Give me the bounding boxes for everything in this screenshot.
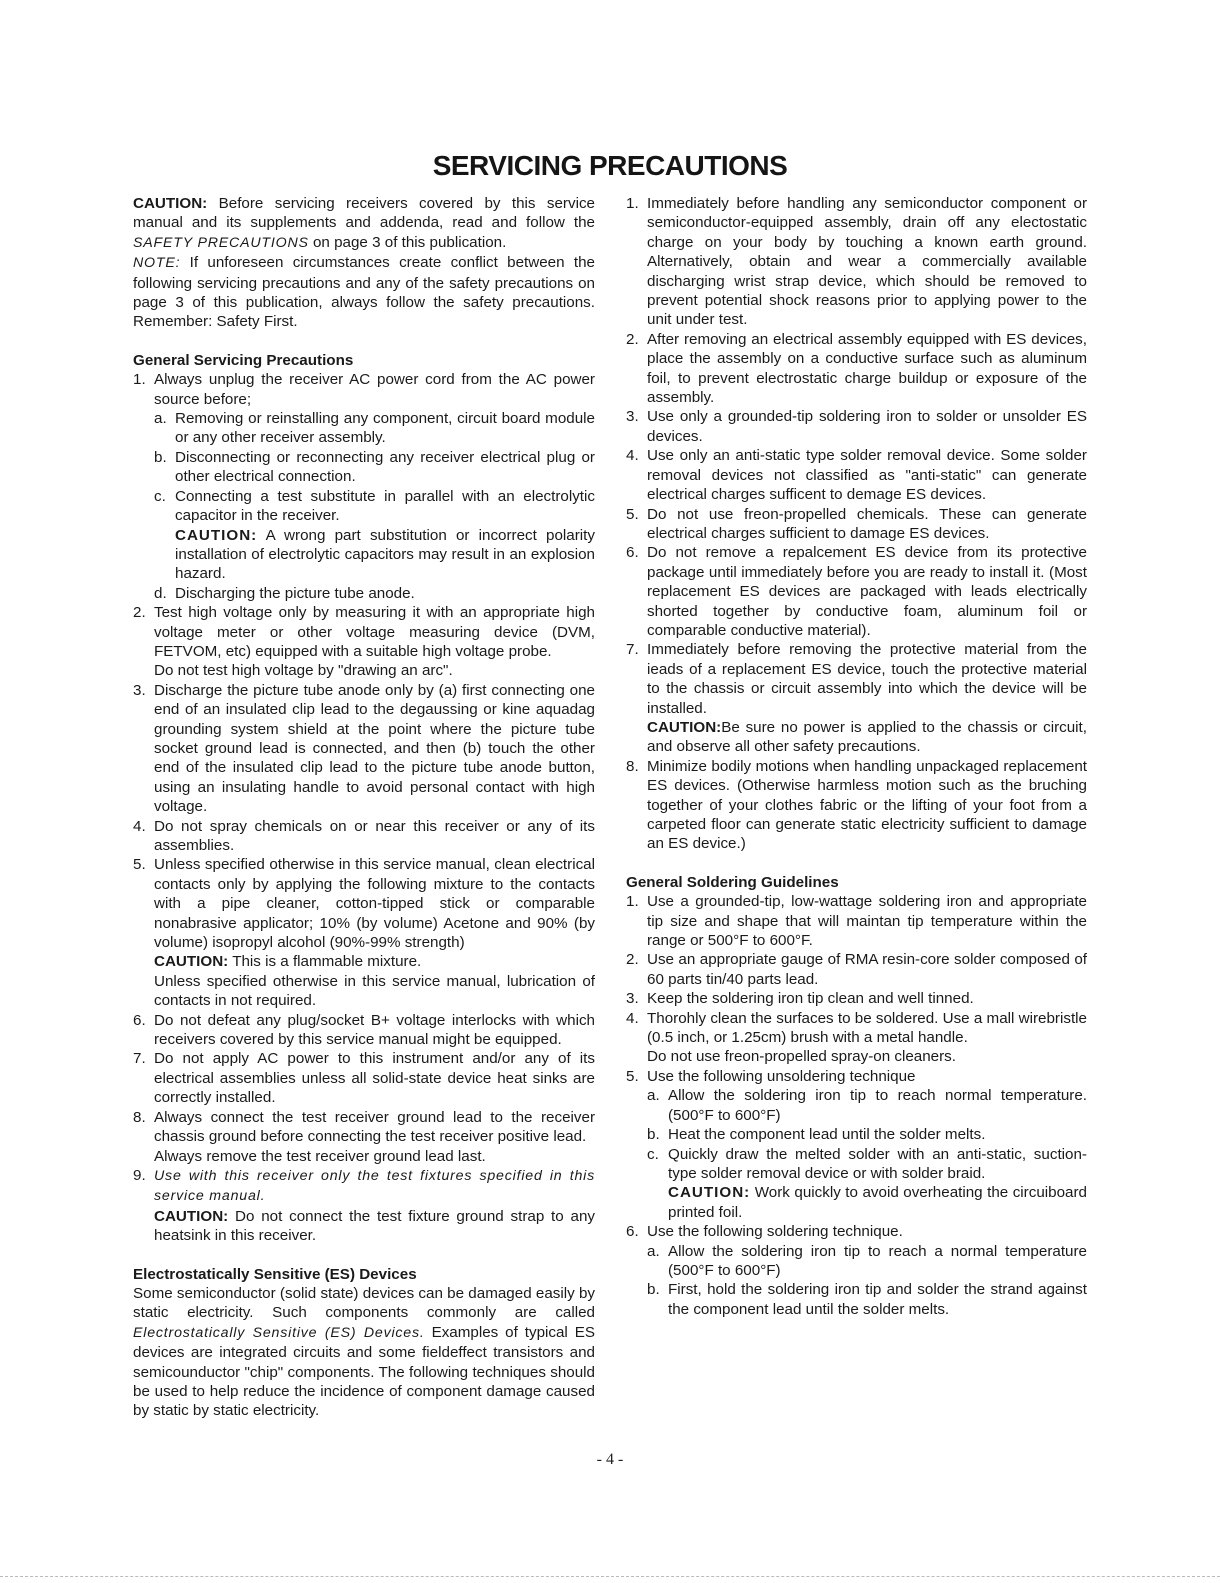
list-item: 5. Do not use freon-propelled chemicals. These can generate electrical charges sufficient to damage ES devices. [626,505,1087,542]
caution-note: CAUTION: This is a flammable mixture. [154,953,422,971]
sub-list-item: a. Allow the soldering iron tip to reach normal temperature. (500°F to 600°F) [647,1087,1087,1124]
page-number: - 4 - [596,1451,624,1468]
list-item: 2. Use an appropriate gauge of RMA resin-core solder composed of 60 parts tin/40 parts lead. [626,951,1087,988]
right-column [626,194,1087,1319]
list-item: 5. Use the following unsoldering technique [626,1067,916,1085]
section-heading-general: General Servicing Precautions [133,351,354,369]
list-item-note: Do not test high voltage by "drawing an arc". [154,662,453,680]
sub-list-item: c. Connecting a test substitute in parallel with an electrolytic capacitor in the receiver. [154,487,595,525]
caution-note: CAUTION: Work quickly to avoid overheating the circuiboard printed foil. [668,1184,1087,1221]
list-item-note: Always remove the test receiver ground lead last. [154,1147,486,1165]
list-item: 2. After removing an electrical assembly equipped with ES devices, place the assembly on a conductive surface such as aluminum foil, to prevent electrostatic charge buildup or exposure of the assembly. [626,330,1087,407]
list-item: 3. Use only a grounded-tip soldering iron to solder or unsolder ES devices. [626,408,1087,445]
list-item: 6. Do not defeat any plug/socket B+ voltage interlocks with which receivers covered by this service manual might be equipped. [133,1011,595,1049]
caution-note: CAUTION: Do not connect the test fixture ground strap to any heatsink in this receiver. [154,1207,595,1245]
list-item: 6. Use the following soldering technique. [626,1223,903,1241]
list-item: 5. Unless specified otherwise in this service manual, clean electrical contacts only by applying the following mixture to the contacts with a pipe cleaner, cotton-tipped stick or comparable nonabrasive applicator; 10% (by volume) Acetone and 90% (by volume) isopropyl alcohol (90%-99% strength) [133,856,595,952]
es-intro-paragraph: Some semiconductor (solid state) devices can be damaged easily by static electricity. Such components commonly are called Electrostatically Sensitive (ES) Devices. Examples of typical ES devices are integrated circuits and some fieldeffect transistors and semicounductor "chip" components. The following techniques should be used to help reduce the incidence of component damage caused by static by static electricity. [133,1284,595,1420]
list-item: 8. Minimize bodily motions when handling unpackaged replacement ES devices. (Otherwise harmless motion such as the bruching together of your clothes fabric or the lifting of your foot from a carpeted floor can generate static electricity sufficient to damage an ES device.) [626,757,1087,853]
list-item-note: Do not use freon-propelled spray-on cleaners. [647,1048,956,1066]
safety-precautions-reference: SAFETY PRECAUTIONS [133,234,309,251]
sub-list-item: b. First, hold the soldering iron tip and solder the strand against the component lead until the solder melts. [647,1281,1087,1318]
scan-edge-divider [0,1576,1220,1577]
caution-note: CAUTION: A wrong part substitution or incorrect polarity installation of electrolytic capacitors may result in an explosion hazard. [175,526,595,583]
list-item: 2. Test high voltage only by measuring it with an appropriate high voltage meter or other voltage measuring device (DVM, FETVOM, etc) equipped with a suitable high voltage probe. [133,604,595,660]
page-title: SERVICING PRECAUTIONS [432,150,788,181]
sub-list-item: d. Discharging the picture tube anode. [154,584,415,602]
sub-list-item: c. Quickly draw the melted solder with an anti-static, suction-type solder removal device or with solder braid. [647,1145,1087,1182]
left-column [133,194,595,1421]
sub-list-item: b. Heat the component lead until the solder melts. [647,1126,986,1144]
intro-note: NOTE: If unforeseen circumstances create conflict between the following servicing precautions and any of the safety precautions on page 3 of this publication, always follow the safety precautions. Remember: Safety First. [133,254,595,331]
intro-caution: CAUTION: Before servicing receivers covered by this service manual and its supplements and addenda, read and follow the SAFETY PRECAUTIONS on page 3 of this publication. [133,195,595,251]
sub-list-item: b. Disconnecting or reconnecting any receiver electrical plug or other electrical connection. [154,448,595,486]
list-item: 8. Always connect the test receiver ground lead to the receiver chassis ground before connecting the test receiver positive lead. [133,1108,595,1146]
list-item: 7. Do not apply AC power to this instrument and/or any of its electrical assemblies unless all solid-state device heat sinks are correctly installed. [133,1050,595,1107]
list-item: 3. Keep the soldering iron tip clean and well tinned. [626,990,974,1008]
es-term: Electrostatically Sensitive (ES) Devices. [133,1324,425,1341]
list-item: 7. Immediately before removing the protective material from the ieads of a replacement ES device, touch the protective material to the chassis or circuit assembly into which the device will be installed. [626,641,1087,717]
list-item: 1. Always unplug the receiver AC power cord from the AC power source before; [133,371,595,408]
list-item: 9. Use with this receiver only the test fixtures specified in this service manual. [133,1166,595,1205]
list-item-note: Unless specified otherwise in this service manual, lubrication of contacts in not required. [154,972,595,1010]
note-label: NOTE: [133,255,181,272]
sub-list-item: a. Removing or reinstalling any component, circuit board module or any other receiver assembly. [154,410,595,447]
list-item: 4. Thorohly clean the surfaces to be soldered. Use a mall wirebristle (0.5 inch, or 1.25cm) brush with a metal handle. [626,1009,1087,1047]
list-item: 4. Do not spray chemicals on or near this receiver or any of its assemblies. [133,817,595,854]
list-item: 1. Use a grounded-tip, low-wattage soldering iron and appropriate tip size and shape that will maintan tip temperature within the range or 500°F to 600°F. [626,893,1087,950]
sub-list-item: a. Allow the soldering iron tip to reach a normal temperature (500°F to 600°F) [647,1242,1087,1279]
section-heading-es-devices: Electrostatically Sensitive (ES) Devices [133,1265,417,1283]
list-item: 1. Immediately before handling any semiconductor component or semiconductor-equipped assembly, drain off any electostatic charge on your body by touching a known earth ground. Alternatively, obtain and wear a commercially available discharging wrist strap device, which should be removed to prevent potential shock reasons prior to applying power to the unit under test. [626,195,1087,329]
caution-label: CAUTION: [133,195,208,212]
list-item: 6. Do not remove a repalcement ES device from its protective package until immediately before you are ready to install it. (Most replacement ES devices are packaged with leads electrically shorted together by conductive foam, aluminum foil or comparable conductive material). [626,544,1087,639]
caution-note: CAUTION:Be sure no power is applied to the chassis or circuit, and observe all other safety precautions. [647,718,1087,756]
list-item: 4. Use only an anti-static type solder removal device. Some solder removal devices not classified as "anti-static" can generate electrical charges sufficent to demage ES devices. [626,447,1087,504]
list-item: 3. Discharge the picture tube anode only by (a) first connecting one end of an insulated clip lead to the degaussing or kine aquadag grounding system shield at the point where the picture tube socket ground lead is connected, and then (b) touch the other end of the insulated clip lead to the picture tube anode button, using an insulating handle to avoid personal contact with high voltage. [133,681,595,816]
section-heading-soldering: General Soldering Guidelines [626,873,839,891]
